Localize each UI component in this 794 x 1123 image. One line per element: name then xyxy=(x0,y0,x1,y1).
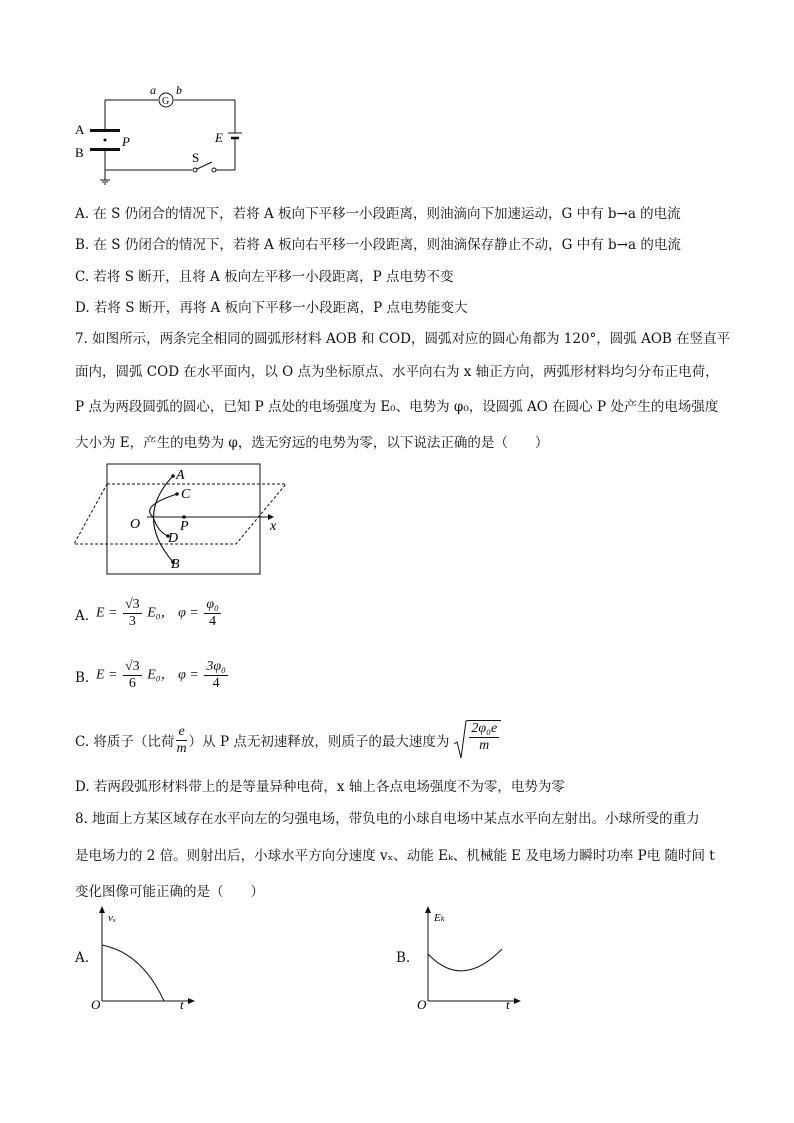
q7-option-C: C. 将质子（比荷 $\frac{e}{m}$ ）从 P 点无初速释放，则质子的最大速度为 $\frac{\text{2φ₀e}}{m}$ xyxy=(75,720,501,760)
q7-option-D: D. 若两段弧形材料带上的是等量异种电荷，x 轴上各点电场强度不为零，电势为零 xyxy=(75,779,565,795)
q8-option-A-label: A. xyxy=(75,950,90,966)
q6-option-A: A. 在 S 仍闭合的情况下，若将 A 板向下平移一小段距离，则油滴向下加速运动，G 中有 b→a 的电流 xyxy=(75,206,681,222)
label-b: b xyxy=(176,83,182,97)
point-A-label: A xyxy=(176,468,185,483)
graph-B-xlabel: t xyxy=(506,997,510,1010)
q7-stem-line2: 面内，圆弧 COD 在水平面内，以 O 点为坐标原点、水平向右为 x 轴正方向，两弧形材料均匀分布正电荷， xyxy=(75,364,719,380)
q7-option-A-formula: E = $\frac{√3}{3}$ E₀， φ = $\frac{\text{φ₀}}{4}$ xyxy=(96,597,219,629)
graph-A-origin: O xyxy=(91,997,101,1010)
q6-option-B: B. 在 S 仍闭合的情况下，若将 A 板向右平移一小段距离，则油滴保存静止不动，G 中有 b→a 的电流 xyxy=(75,237,681,253)
q8-option-B-label: B. xyxy=(396,950,411,966)
point-C-label: C xyxy=(181,487,191,502)
point-O-label: O xyxy=(130,517,141,532)
graph-A-xlabel: t xyxy=(180,997,184,1010)
point-B-label: B xyxy=(171,557,180,572)
point-P-label: P xyxy=(122,134,130,149)
galvanometer-label: G xyxy=(162,96,170,107)
q7-stem-line3: P 点为两段圆弧的圆心，已知 P 点处的电场强度为 E₀、电势为 φ₀，设圆弧 AO 在圆心 P 处产生的电场强度 xyxy=(75,399,719,415)
q8-graph-A xyxy=(88,905,203,1010)
q6-option-D: D. 若将 S 断开，再将 A 板向下平移一小段距离，P 点电势能变大 xyxy=(75,300,468,316)
arc-diagram xyxy=(72,462,292,577)
plate-A-label: A xyxy=(75,122,85,137)
q6-option-C: C. 若将 S 断开，且将 A 板向左平移一小段距离，P 点电势不变 xyxy=(75,269,454,285)
plate-B-label: B xyxy=(75,145,84,160)
graph-B-origin: O xyxy=(417,997,427,1010)
q7-option-B-label: B. xyxy=(75,670,90,686)
q7-stem-line4: 大小为 E，产生的电势为 φ，选无穷远的电势为零，以下说法正确的是（ ） xyxy=(75,435,549,451)
label-a: a xyxy=(150,83,156,97)
q8-stem-line1: 8. 地面上方某区域存在水平向左的匀强电场，带负电的小球自电场中某点水平向左射出。小球所受的重力 xyxy=(75,811,700,827)
graph-A-ylabel: vₓ xyxy=(108,912,117,924)
point-D-label: D xyxy=(168,531,179,546)
q7-option-A-label: A. xyxy=(75,608,90,624)
q8-stem-line3: 变化图像可能正确的是（ ） xyxy=(75,884,264,900)
emf-E-label: E xyxy=(215,130,223,145)
graph-B-ylabel: Eₖ xyxy=(434,912,445,924)
axis-x-label: x xyxy=(270,519,277,534)
switch-S-label: S xyxy=(192,150,200,165)
q7-stem-line1: 7. 如图所示，两条完全相同的圆弧形材料 AOB 和 COD，圆弧对应的圆心角都为 120°，圆弧 AOB 在竖直平 xyxy=(75,331,731,347)
q7-option-B-formula: E = $\frac{√3}{6}$ E₀， φ = $\frac{\text{3φ₀}}{4}$ xyxy=(96,659,226,691)
q8-stem-line2: 是电场力的 2 倍。则射出后，小球水平方向分速度 vₓ、动能 Eₖ、机械能 E 及电场力瞬时功率 P电 随时间 t xyxy=(75,848,715,864)
point-P-label: P xyxy=(180,519,189,534)
circuit-diagram xyxy=(70,80,250,190)
q8-graph-B xyxy=(414,905,529,1010)
